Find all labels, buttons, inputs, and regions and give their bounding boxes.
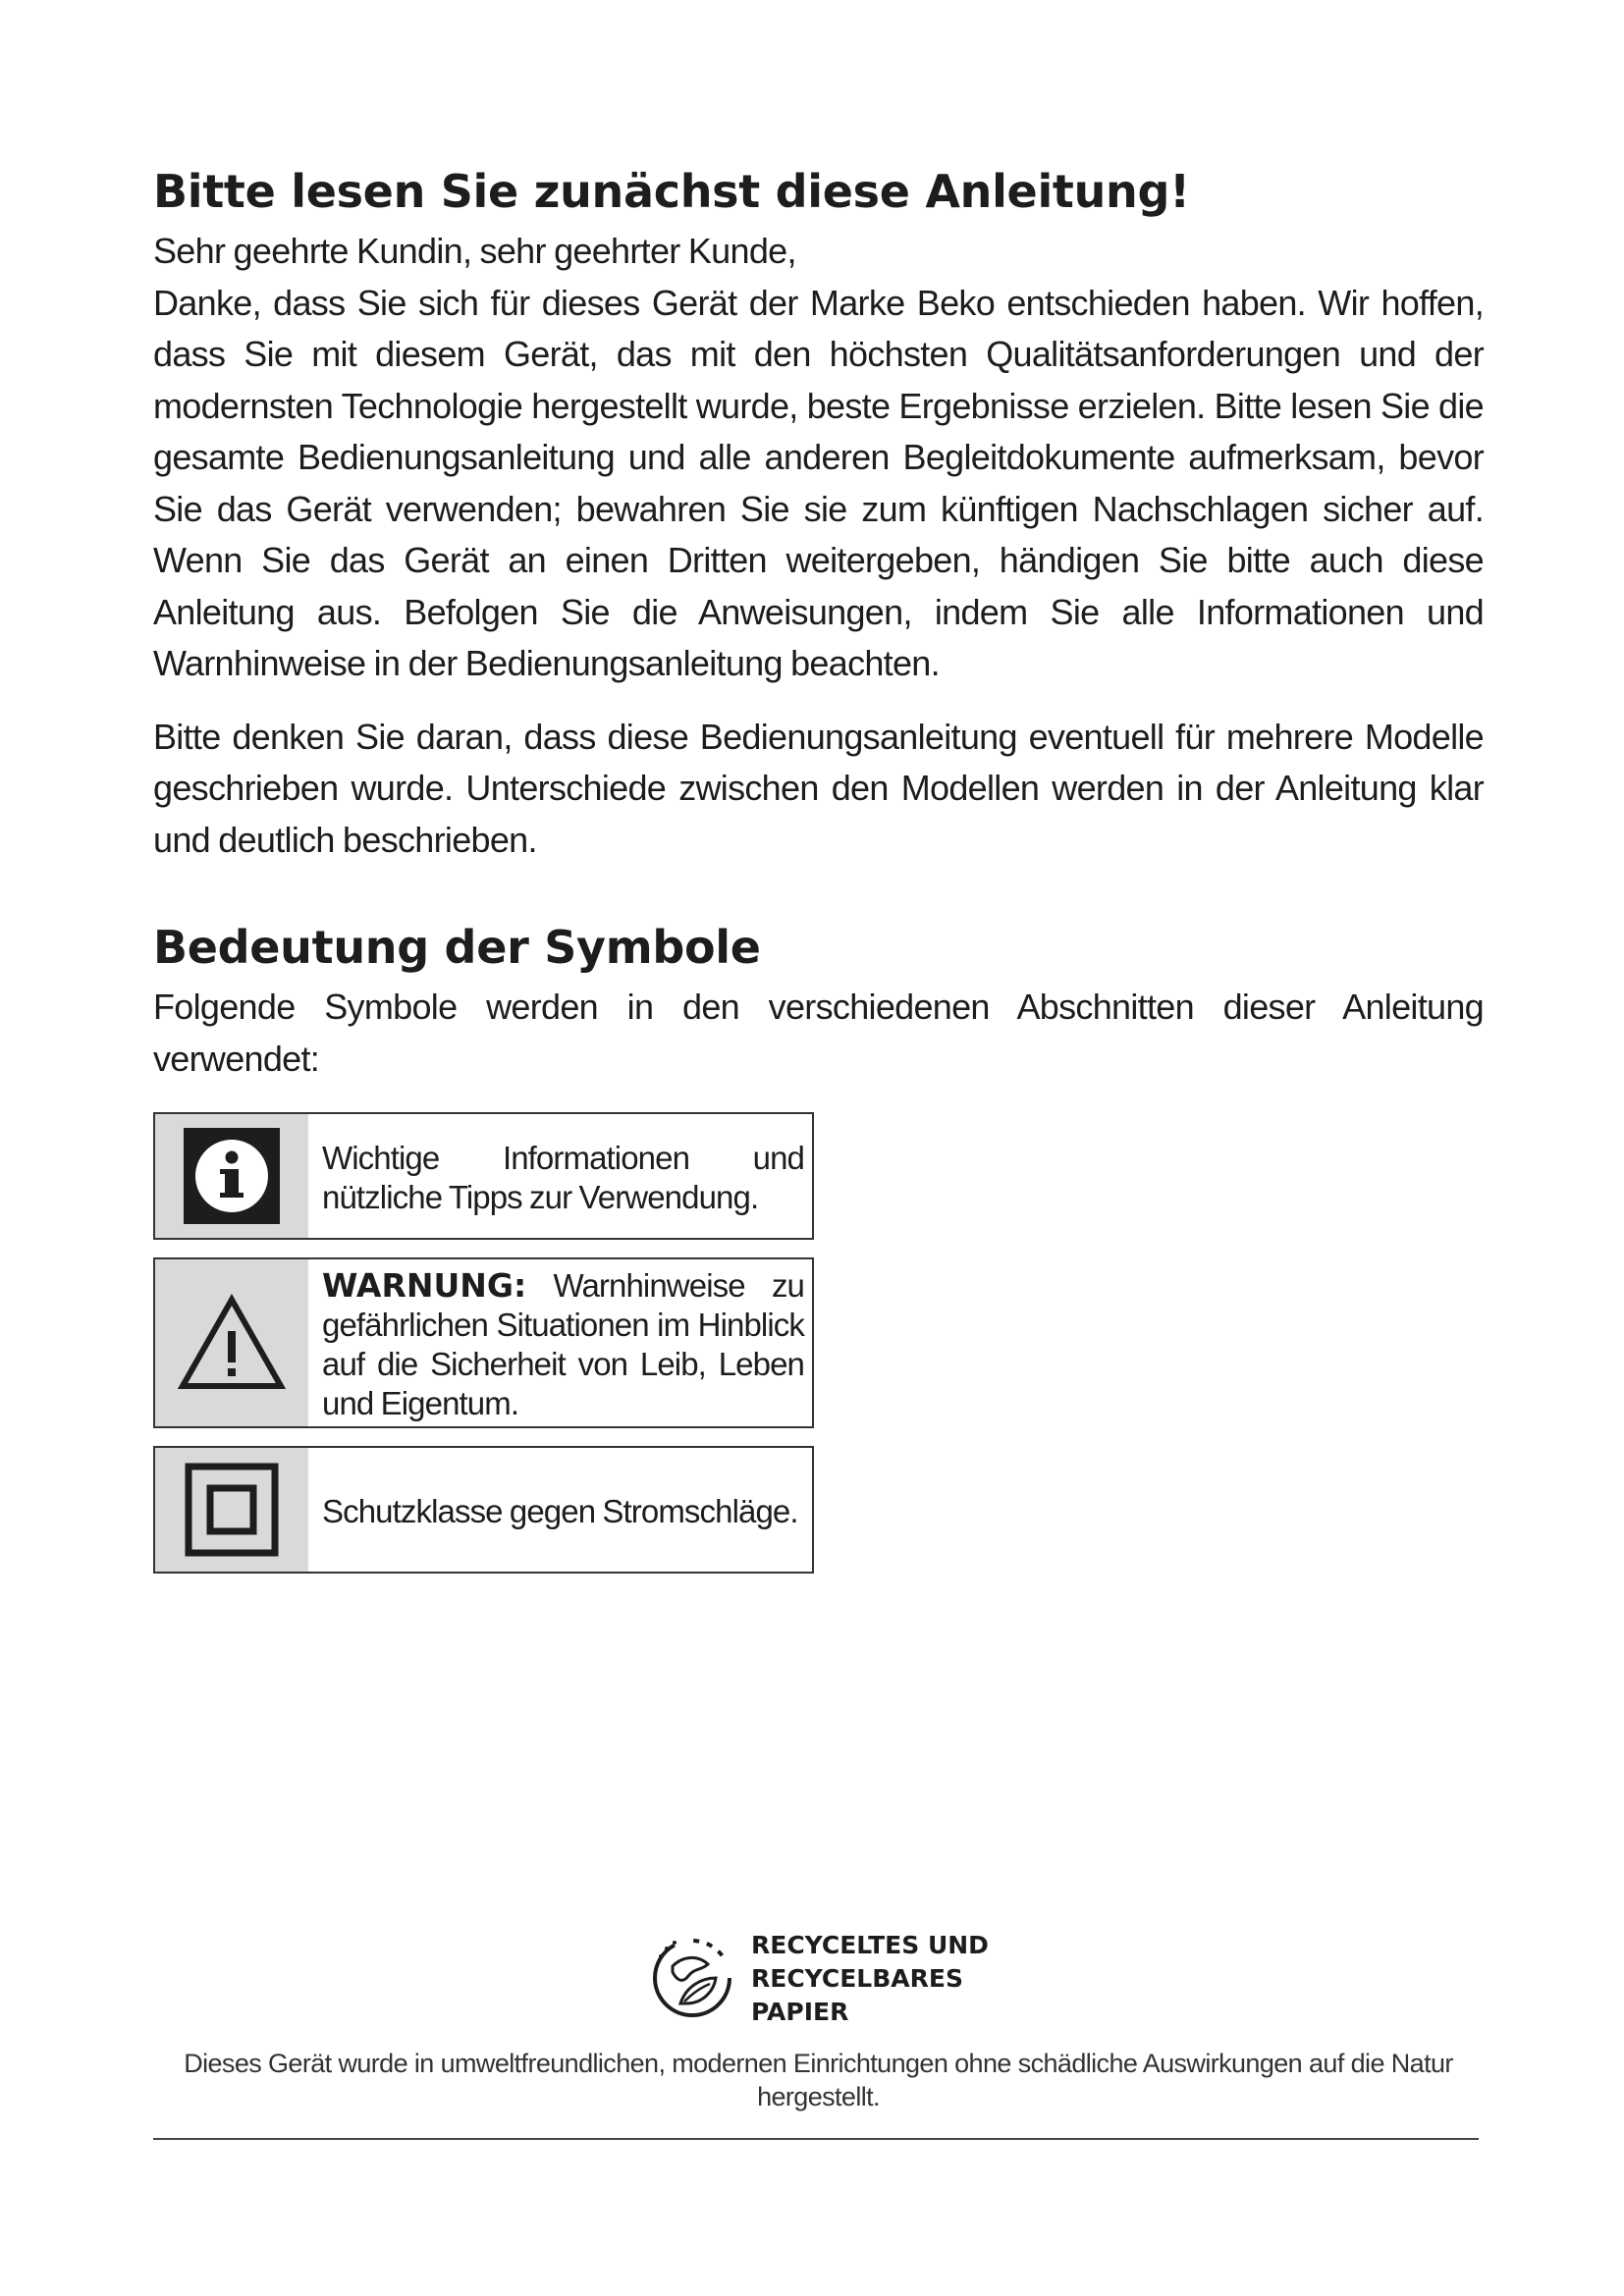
info-icon — [155, 1114, 308, 1238]
recycle-line-1: RECYCELTES UND — [751, 1930, 989, 1959]
intro-paragraph: Danke, dass Sie sich für dieses Gerät der Marke Beko entschieden haben. Wir hoffen, dass Sie mit diesem Gerät, das mit den höchsten Qualitätsanforderungen und der modernsten Technologie hergestellt wurde, beste Ergebnisse erzielen. Bitte lesen Sie die gesamte Bedienungsanleitung und alle anderen Begleitdokumente aufmerksam, bevor Sie das Gerät verwenden; bewahren Sie sie zum künftigen Nachschlagen sicher auf. Wenn Sie das Gerät an einen Dritten weitergeben, händigen Sie bitte auch diese Anleitung aus. Befolgen Sie die Anweisungen, indem Sie alle Informationen und Warnhinweise in der Bedienungsanleitung beachten. — [153, 282, 1484, 683]
symbol-info-text: Wichtige Informationen und nützliche Tipps zur Verwendung. — [322, 1140, 804, 1215]
manual-page — [153, 157, 1484, 1591]
symbol-row-warning — [153, 1257, 814, 1428]
symbols-intro: Folgende Symbole werden in den verschiedenen Abschnitten dieser Anleitung verwendet: — [153, 987, 1484, 1079]
symbol-row-info — [153, 1112, 814, 1240]
symbols-heading: Bedeutung der Symbole — [153, 921, 761, 974]
symbol-warning-text — [308, 1259, 812, 1426]
environment-note: Dieses Gerät wurde in umweltfreundlichen, modernen Einrichtungen ohne schädliche Auswirkungen auf die Natur hergestellt. — [184, 2049, 1453, 2111]
protection-class-icon — [155, 1448, 308, 1572]
recycled-paper-label — [751, 1929, 989, 2029]
warning-label: WARNUNG: — [322, 1266, 527, 1305]
warning-triangle-icon — [155, 1259, 308, 1426]
recycle-line-2: RECYCELBARES — [751, 1963, 963, 1993]
symbol-protection-text: Schutzklasse gegen Stromschläge. — [322, 1493, 798, 1529]
warning-description: Warnhinweise zu gefährlichen Situationen im Hinblick auf die Sicherheit von Leib, Leben und Eigentum. — [322, 1267, 804, 1421]
recycle-line-3: PAPIER — [751, 1997, 849, 2026]
symbols-table — [153, 1112, 814, 1574]
symbol-row-protection-class — [153, 1446, 814, 1574]
models-paragraph: Bitte denken Sie daran, dass diese Bedienungsanleitung eventuell für mehrere Modelle geschrieben wurde. Unterschiede zwischen den Modellen werden in der Anleitung klar und deutlich beschrieben. — [153, 716, 1484, 860]
footer-divider — [153, 2138, 1479, 2140]
page-title: Bitte lesen Sie zunächst diese Anleitung! — [153, 165, 1190, 218]
greeting-line: Sehr geehrte Kundin, sehr geehrter Kunde, — [153, 231, 796, 271]
recycled-paper-badge — [643, 1927, 989, 2030]
recycled-paper-icon — [643, 1927, 741, 2030]
